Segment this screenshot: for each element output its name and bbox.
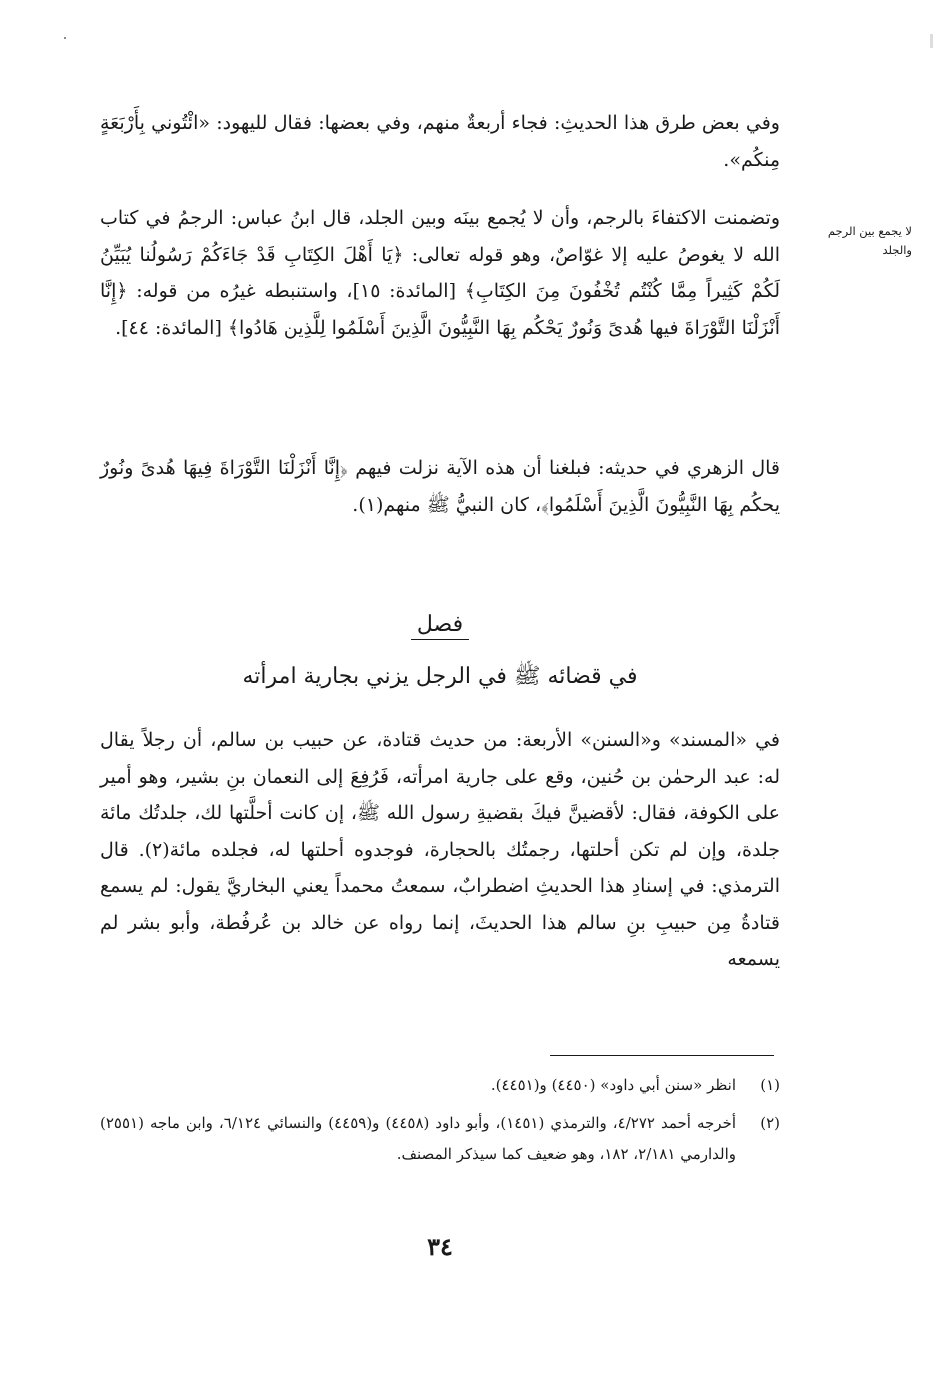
paragraph-2: وتضمنت الاكتفاءَ بالرجم، وأن لا يُجمع بينَه وبين الجلد، قال ابنُ عباس: الرجمُ في كتاب الله لا يغوصُ عليه إلا غوّاصٌ، وهو قوله تعالى: ﴿يَا أَهْلَ الكِتَابِ قَدْ جَاءَكُمْ رَسُولُنا يُبَيِّنُ لَكُمْ كَثِيراً مِمَّا كُنْتُم تُخْفُونَ مِنَ الكِتَابِ﴾ [المائدة: ١٥]، واستنبطه غيرُه من قوله: ﴿إِنَّا أَنْزَلْنَا التَّوْرَاةَ فيها هُدىً وَنُورٌ يَحْكُم بِهَا النَّبِيُّونَ الَّذِينَ أَسْلَمُوا لِلَّذِين هَادُوا﴾ [المائدة: ٤٤].: [100, 207, 780, 339]
footnote-2: [100, 1108, 780, 1170]
margin-note: لا يجمع بين الرجم والجلد: [827, 224, 912, 257]
footnote-text: أخرجه أحمد ٤/٢٧٢، والترمذي (١٤٥١)، وأبو داود (٤٤٥٨) و(٤٤٥٩) والنسائي ٦/١٢٤، وابن ماجه (٢٥٥١) والدارمي ٢/١٨١، ١٨٢، وهو ضعيف كما سيذكر المصنف.: [100, 1114, 736, 1163]
footnote-text: انظر «سنن أبي داود» (٤٤٥٠) و(٤٤٥١).: [490, 1076, 736, 1094]
section-subtitle: في قضائه ﷺ في الرجل يزني بجارية امرأته: [242, 664, 638, 689]
paragraph-1: وفي بعض طرق هذا الحديثِ: فجاء أربعةٌ منهم، وفي بعضها: فقال لليهود: «ائْتُوني بِأَرْبَعَةٍ مِنكُم».: [100, 112, 780, 171]
section-title-text: فصل: [411, 611, 469, 640]
footnote-number: (١): [760, 1076, 780, 1094]
footnote-1: [100, 1070, 780, 1101]
section-title: [100, 608, 780, 642]
footnote-number: (٢): [760, 1114, 780, 1132]
scan-edge-mark: [930, 34, 933, 48]
paragraph-3: قال الزهري في حديثه: فبلغنا أن هذه الآية نزلت فيهم ﴿إِنَّا أَنْزَلْنَا التَّوْرَاةَ فِيهَا هُدىً ونُورٌ يحكُم بِهَا النَّبِيُّونَ الَّذِينَ أَسْلَمُوا﴾، كان النبيُّ ﷺ منهم(١).: [100, 457, 780, 516]
scan-speck: [64, 37, 66, 39]
paragraph-4: في «المسند» و«السنن» الأربعة: من حديث قتادة، عن حبيب بن سالم، أن رجلاً يقال له: عبد الرحمٰن بن حُنين، وقع على جارية امرأته، فَرُفِعَ إلى النعمان بنِ بشير، وهو أمير على الكوفة، فقال: لأقضينَّ فيكَ بقضيةِ رسول الله ﷺ، إن كانت أحلَّتها لك، جلدتُك مائة جلدة، وإن لم تكن أحلتها، رجمتُك بالحجارة، فوجدوه أحلتها له، فجلده مائة(٢). قال الترمذي: في إسنادِ هذا الحديثِ اضطرابٌ، سمعتُ محمداً يعني البخاريَّ يقول: لم يسمع قتادةُ مِن حبيبِ بنِ سالم هذا الحديثَ، إنما رواه عن خالد بن عُرفُطة، وأبو بشر لم يسمعه: [100, 729, 780, 970]
footnote-separator: [550, 1055, 774, 1056]
page-number: ٣٤: [427, 1232, 453, 1261]
